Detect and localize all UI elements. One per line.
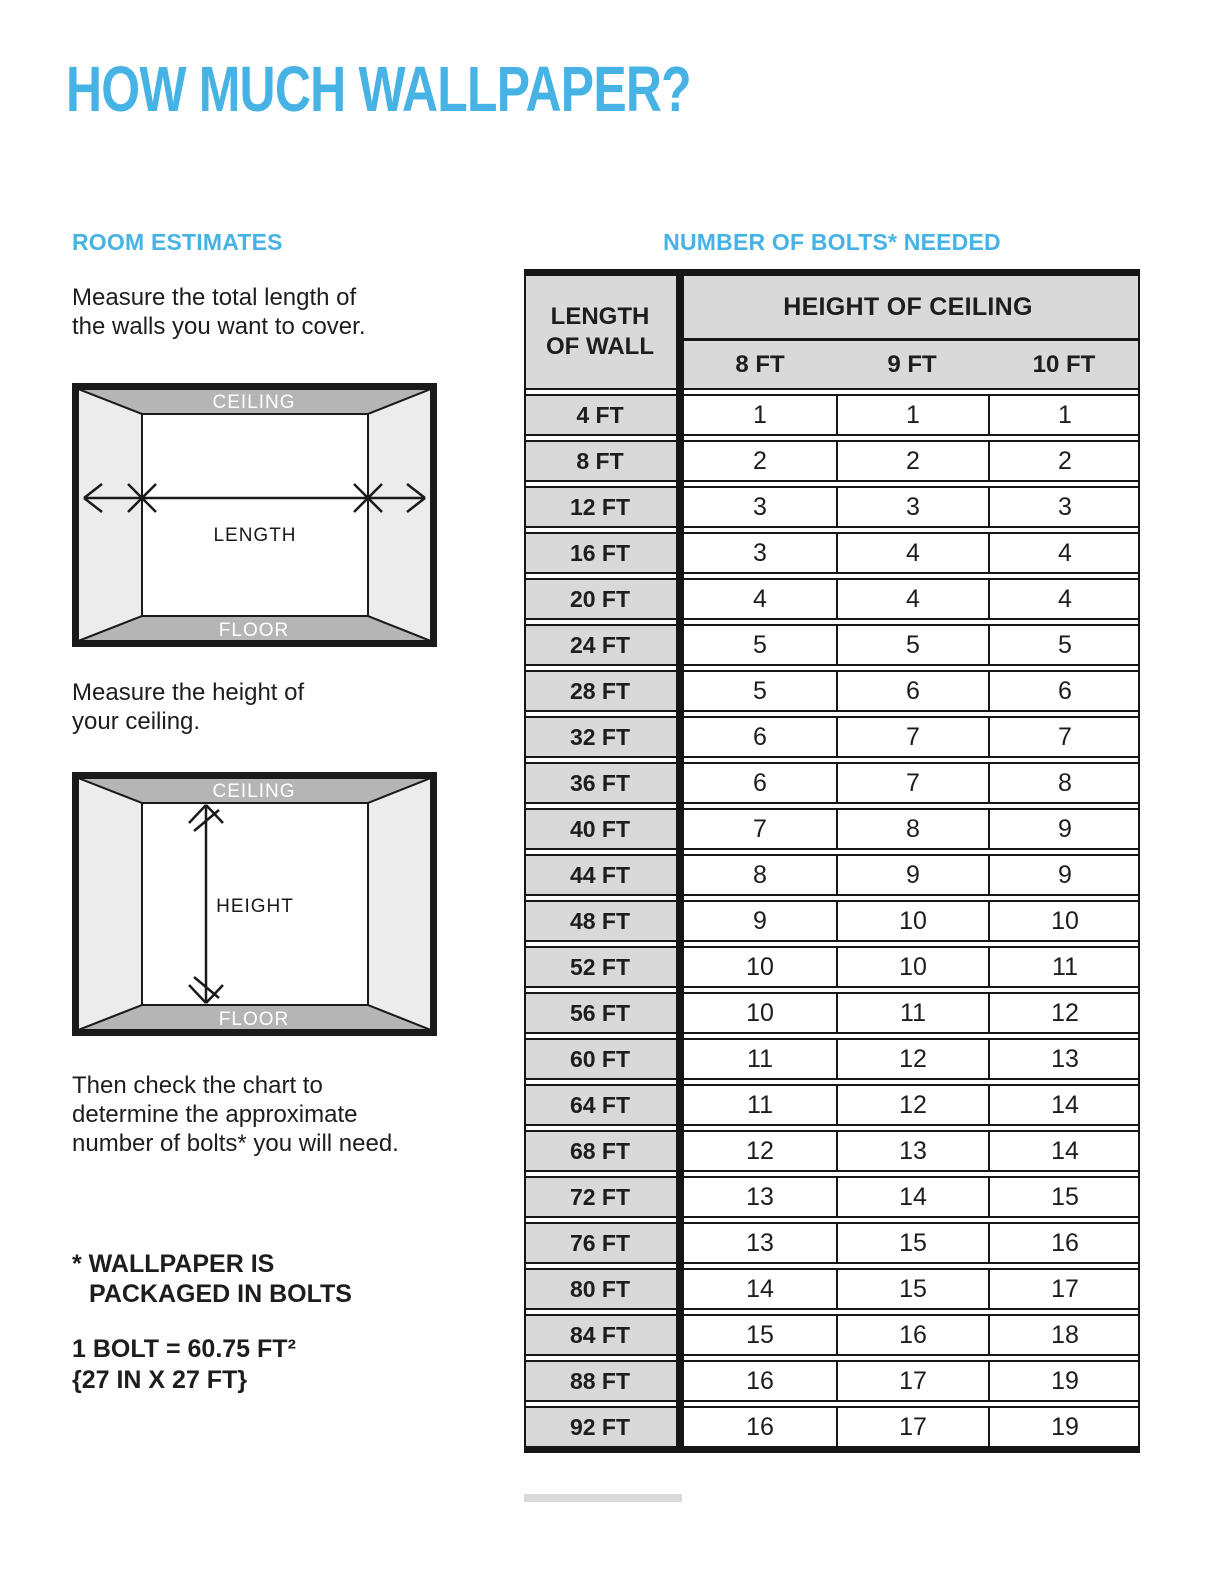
- bolt-count-cell-9ft: 10: [836, 902, 988, 940]
- wall-length-cell: 60 FT: [524, 1040, 676, 1078]
- table-gray-tail: [524, 1494, 682, 1502]
- bolt-count-cell-8ft: 6: [684, 764, 836, 802]
- table-column-divider: [676, 269, 684, 1453]
- number-of-bolts-heading: NUMBER OF BOLTS* NEEDED: [663, 229, 1001, 255]
- table-row: [524, 946, 1140, 988]
- table-row: [524, 1314, 1140, 1356]
- wallpaper-bolts-footnote: [72, 1249, 352, 1309]
- bolt-count-cell-10ft: 15: [988, 1178, 1140, 1216]
- table-row: [524, 762, 1140, 804]
- table-row: [524, 1176, 1140, 1218]
- bolt-count-cell-8ft: 7: [684, 810, 836, 848]
- table-row: [524, 1130, 1140, 1172]
- bolt-count-cell-9ft: 13: [836, 1132, 988, 1170]
- bolt-count-cell-8ft: 5: [684, 626, 836, 664]
- room-length-diagram: [72, 383, 437, 647]
- table-row: [524, 1084, 1140, 1126]
- paragraph-line: number of bolts* you will need.: [72, 1130, 399, 1157]
- wall-length-cell: 12 FT: [524, 488, 676, 526]
- header-line: OF WALL: [546, 333, 654, 360]
- bolt-count-cell-10ft: 16: [988, 1224, 1140, 1262]
- table-row: [524, 486, 1140, 528]
- ceiling-label: CEILING: [212, 781, 296, 802]
- floor-label: FLOOR: [218, 1009, 290, 1030]
- wall-length-cell: 68 FT: [524, 1132, 676, 1170]
- table-row: [524, 1268, 1140, 1310]
- bolt-count-cell-8ft: 2: [684, 442, 836, 480]
- wall-length-cell: 56 FT: [524, 994, 676, 1032]
- bolt-count-cell-8ft: 3: [684, 534, 836, 572]
- bolt-count-cell-10ft: 18: [988, 1316, 1140, 1354]
- bolt-count-cell-8ft: 10: [684, 948, 836, 986]
- wall-length-cell: 84 FT: [524, 1316, 676, 1354]
- wall-length-cell: 8 FT: [524, 442, 676, 480]
- table-row: [524, 1406, 1140, 1448]
- column-header-10ft: 10 FT: [1032, 350, 1096, 378]
- column-header-8ft: 8 FT: [735, 350, 785, 378]
- bolt-count-cell-10ft: 1: [988, 396, 1140, 434]
- table-right-edge: [1138, 269, 1140, 1453]
- bolt-count-cell-9ft: 3: [836, 488, 988, 526]
- table-row: [524, 440, 1140, 482]
- bolt-count-cell-10ft: 6: [988, 672, 1140, 710]
- length-of-wall-header: [524, 276, 676, 388]
- table-row: [524, 394, 1140, 436]
- bolt-count-cell-8ft: 16: [684, 1362, 836, 1400]
- table-row: [524, 716, 1140, 758]
- table-row: [524, 578, 1140, 620]
- bolt-count-cell-10ft: 7: [988, 718, 1140, 756]
- bolt-count-cell-8ft: 12: [684, 1132, 836, 1170]
- table-row: [524, 624, 1140, 666]
- wall-length-cell: 88 FT: [524, 1362, 676, 1400]
- paragraph-line: determine the approximate: [72, 1101, 358, 1128]
- wall-length-cell: 28 FT: [524, 672, 676, 710]
- bolt-count-cell-8ft: 5: [684, 672, 836, 710]
- length-label: LENGTH: [213, 525, 297, 546]
- wall-length-cell: 36 FT: [524, 764, 676, 802]
- table-row: [524, 1360, 1140, 1402]
- bolt-count-cell-8ft: 13: [684, 1224, 836, 1262]
- table-header: [524, 276, 1140, 390]
- bolt-count-cell-10ft: 9: [988, 810, 1140, 848]
- wall-length-cell: 40 FT: [524, 810, 676, 848]
- bolt-count-cell-10ft: 14: [988, 1086, 1140, 1124]
- table-row: [524, 808, 1140, 850]
- bolt-count-cell-8ft: 1: [684, 396, 836, 434]
- wall-length-cell: 44 FT: [524, 856, 676, 894]
- bolt-count-cell-8ft: 13: [684, 1178, 836, 1216]
- table-top-rule: [524, 269, 1140, 276]
- bolt-count-cell-9ft: 7: [836, 764, 988, 802]
- table-row: [524, 670, 1140, 712]
- bolt-count-cell-9ft: 16: [836, 1316, 988, 1354]
- table-row: [524, 854, 1140, 896]
- wall-length-cell: 16 FT: [524, 534, 676, 572]
- bolt-count-cell-8ft: 8: [684, 856, 836, 894]
- paragraph-line: the walls you want to cover.: [72, 313, 366, 340]
- height-of-ceiling-header-group: [676, 276, 1140, 388]
- bolt-count-cell-9ft: 17: [836, 1408, 988, 1446]
- bolt-count-cell-9ft: 14: [836, 1178, 988, 1216]
- bolt-count-cell-9ft: 12: [836, 1040, 988, 1078]
- ceiling-height-diagram: [72, 772, 437, 1036]
- right-wall-surface: [368, 389, 431, 641]
- floor-label: FLOOR: [218, 620, 290, 641]
- bolt-count-cell-8ft: 11: [684, 1040, 836, 1078]
- bolt-count-cell-9ft: 11: [836, 994, 988, 1032]
- bolt-equation: 1 BOLT = 60.75 FT²: [72, 1335, 296, 1363]
- footnote-line: PACKAGED IN BOLTS: [89, 1280, 352, 1308]
- bolts-table: [524, 269, 1140, 1453]
- check-chart-paragraph: [72, 1071, 399, 1158]
- wall-length-cell: 52 FT: [524, 948, 676, 986]
- bolt-count-cell-9ft: 12: [836, 1086, 988, 1124]
- paragraph-line: your ceiling.: [72, 708, 201, 735]
- bolt-count-cell-9ft: 6: [836, 672, 988, 710]
- bolt-count-cell-8ft: 9: [684, 902, 836, 940]
- bolt-count-cell-10ft: 13: [988, 1040, 1140, 1078]
- bolt-count-cell-8ft: 4: [684, 580, 836, 618]
- bolt-count-cell-8ft: 16: [684, 1408, 836, 1446]
- bolt-count-cell-10ft: 3: [988, 488, 1140, 526]
- wall-length-cell: 76 FT: [524, 1224, 676, 1262]
- bolt-count-cell-9ft: 10: [836, 948, 988, 986]
- measure-height-paragraph: [72, 678, 304, 736]
- left-wall-surface: [78, 389, 142, 641]
- table-row: [524, 1038, 1140, 1080]
- ceiling-label: CEILING: [212, 392, 296, 413]
- bolt-count-cell-10ft: 4: [988, 534, 1140, 572]
- wall-length-cell: 20 FT: [524, 580, 676, 618]
- wall-length-cell: 48 FT: [524, 902, 676, 940]
- header-line: LENGTH: [550, 303, 650, 330]
- paragraph-line: Measure the total length of: [72, 284, 357, 311]
- bolt-count-cell-8ft: 3: [684, 488, 836, 526]
- bolt-count-cell-10ft: 4: [988, 580, 1140, 618]
- bolt-count-cell-10ft: 11: [988, 948, 1140, 986]
- bolt-count-cell-9ft: 2: [836, 442, 988, 480]
- bolt-count-cell-9ft: 15: [836, 1270, 988, 1308]
- left-wall-surface: [78, 778, 142, 1030]
- wall-length-cell: 72 FT: [524, 1178, 676, 1216]
- right-wall-surface: [368, 778, 431, 1030]
- table-row: [524, 1222, 1140, 1264]
- bolt-count-cell-8ft: 10: [684, 994, 836, 1032]
- column-header-9ft: 9 FT: [887, 350, 937, 378]
- wall-length-cell: 64 FT: [524, 1086, 676, 1124]
- bolt-count-cell-8ft: 14: [684, 1270, 836, 1308]
- bolt-dimensions: {27 IN X 27 FT}: [72, 1366, 248, 1394]
- wall-length-cell: 92 FT: [524, 1408, 676, 1446]
- table-row: [524, 992, 1140, 1034]
- bolt-count-cell-10ft: 9: [988, 856, 1140, 894]
- bolt-count-cell-10ft: 8: [988, 764, 1140, 802]
- bolt-count-cell-10ft: 19: [988, 1362, 1140, 1400]
- paragraph-line: Measure the height of: [72, 679, 305, 706]
- bolt-count-cell-9ft: 1: [836, 396, 988, 434]
- bolt-count-cell-10ft: 19: [988, 1408, 1140, 1446]
- back-wall-surface: [142, 414, 368, 616]
- paragraph-line: Then check the chart to: [72, 1072, 323, 1099]
- bolt-count-cell-10ft: 17: [988, 1270, 1140, 1308]
- table-body: [524, 390, 1140, 1448]
- ceiling-height-subheaders: [676, 341, 1140, 388]
- bolt-count-cell-9ft: 8: [836, 810, 988, 848]
- bolt-count-cell-10ft: 2: [988, 442, 1140, 480]
- wall-length-cell: 4 FT: [524, 396, 676, 434]
- table-row: [524, 900, 1140, 942]
- bolt-count-cell-9ft: 7: [836, 718, 988, 756]
- bolt-count-cell-8ft: 15: [684, 1316, 836, 1354]
- table-bottom-rule: [524, 1448, 1140, 1453]
- footnote-line: * WALLPAPER IS: [72, 1250, 275, 1278]
- height-label: HEIGHT: [216, 896, 294, 917]
- height-of-ceiling-header: HEIGHT OF CEILING: [676, 276, 1140, 338]
- page-title: HOW MUCH WALLPAPER?: [66, 53, 691, 125]
- bolt-count-cell-10ft: 12: [988, 994, 1140, 1032]
- wall-length-cell: 24 FT: [524, 626, 676, 664]
- bolt-count-cell-10ft: 10: [988, 902, 1140, 940]
- bolt-count-cell-10ft: 5: [988, 626, 1140, 664]
- bolt-count-cell-9ft: 15: [836, 1224, 988, 1262]
- bolt-count-cell-8ft: 11: [684, 1086, 836, 1124]
- bolt-count-cell-10ft: 14: [988, 1132, 1140, 1170]
- table-left-edge: [524, 269, 526, 1453]
- bolt-count-cell-9ft: 17: [836, 1362, 988, 1400]
- bolt-count-cell-8ft: 6: [684, 718, 836, 756]
- bolt-size-info: [72, 1334, 296, 1396]
- wall-length-cell: 80 FT: [524, 1270, 676, 1308]
- measure-length-paragraph: [72, 283, 365, 341]
- room-estimates-heading: ROOM ESTIMATES: [72, 229, 283, 255]
- bolt-count-cell-9ft: 4: [836, 580, 988, 618]
- wall-length-cell: 32 FT: [524, 718, 676, 756]
- bolt-count-cell-9ft: 9: [836, 856, 988, 894]
- bolt-count-cell-9ft: 4: [836, 534, 988, 572]
- table-row: [524, 532, 1140, 574]
- bolt-count-cell-9ft: 5: [836, 626, 988, 664]
